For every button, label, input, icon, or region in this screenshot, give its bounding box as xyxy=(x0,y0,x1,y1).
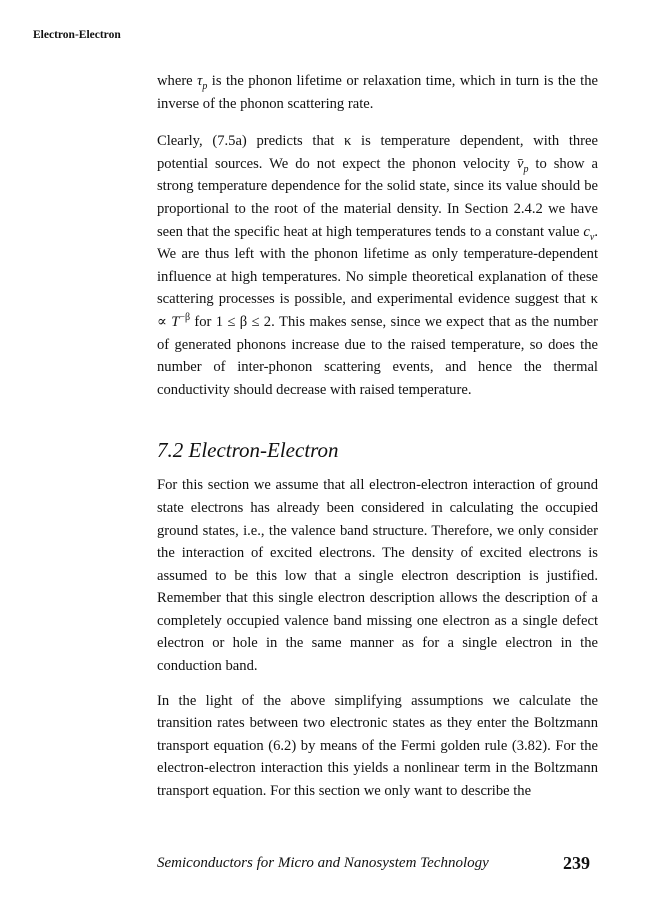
section-heading: 7.2 Electron-Electron xyxy=(157,438,339,463)
paragraph-phonon-lifetime: where $\tau_p$ is the phonon lifetime or relaxation time, which in turn is the the inverse of the phonon scattering rate. xyxy=(157,73,598,112)
kappa-symbol: κ xyxy=(343,133,352,150)
paragraph-temperature-dependence: Clearly, (7.5a) predicts that κ is temperature dependent, with three potential sources. We do not expect the phonon velocity $v̄_p$ to show a strong temperature dependence for the solid state, since its value should be proportional to the root of the material density. In Section 2.4.2 we have seen that the specific heat at high temperatures tends to a constant value $c_v$. We are thus left with the phonon lifetime as only temperature-dependent influence at high temperatures. No simple theoretical explanation of these scattering processes is possible, and experimental evidence suggest that $\kappa \propto T^{-\beta}$ for 1 ≤ β ≤ 2. This makes sense, since we expect that as the number of generated phonons increase due to the raised temperature, so does the number of inter-phonon scattering events, and hence the thermal conductivity should decrease with raised temperature. xyxy=(157,133,599,398)
footer-book-title: Semiconductors for Micro and Nanosystem Technology xyxy=(157,855,489,871)
paragraph-transition-rates: In the light of the above simplifying assumptions we calculate the transition rates between two electronic states as they enter the Boltzmann transport equation (6.2) by means of the Fermi golden rule (3.82). For the electron-electron interaction this yields a nonlinear term in the Boltzmann transport equation. For this section we only want to describe the xyxy=(157,692,598,800)
paragraph-electron-assumptions: For this section we assume that all electron-electron interaction of ground state electrons has already been considered in calculating the occupied ground states, i.e., the valence band structure. Therefore, we only consider the interaction of excited electrons. The density of excited electrons is assumed to be this low that a single electron description is justified. Remember that this single electron description allows the description of a completely occupied valence band missing one electron as a single defect electron or hole in the same manner as for a single electron in the conduction band. xyxy=(157,477,598,675)
running-header: Electron-Electron xyxy=(33,29,121,41)
page-number: 239 xyxy=(563,853,590,873)
tau-symbol: τ xyxy=(197,73,203,89)
page-body xyxy=(157,70,598,803)
